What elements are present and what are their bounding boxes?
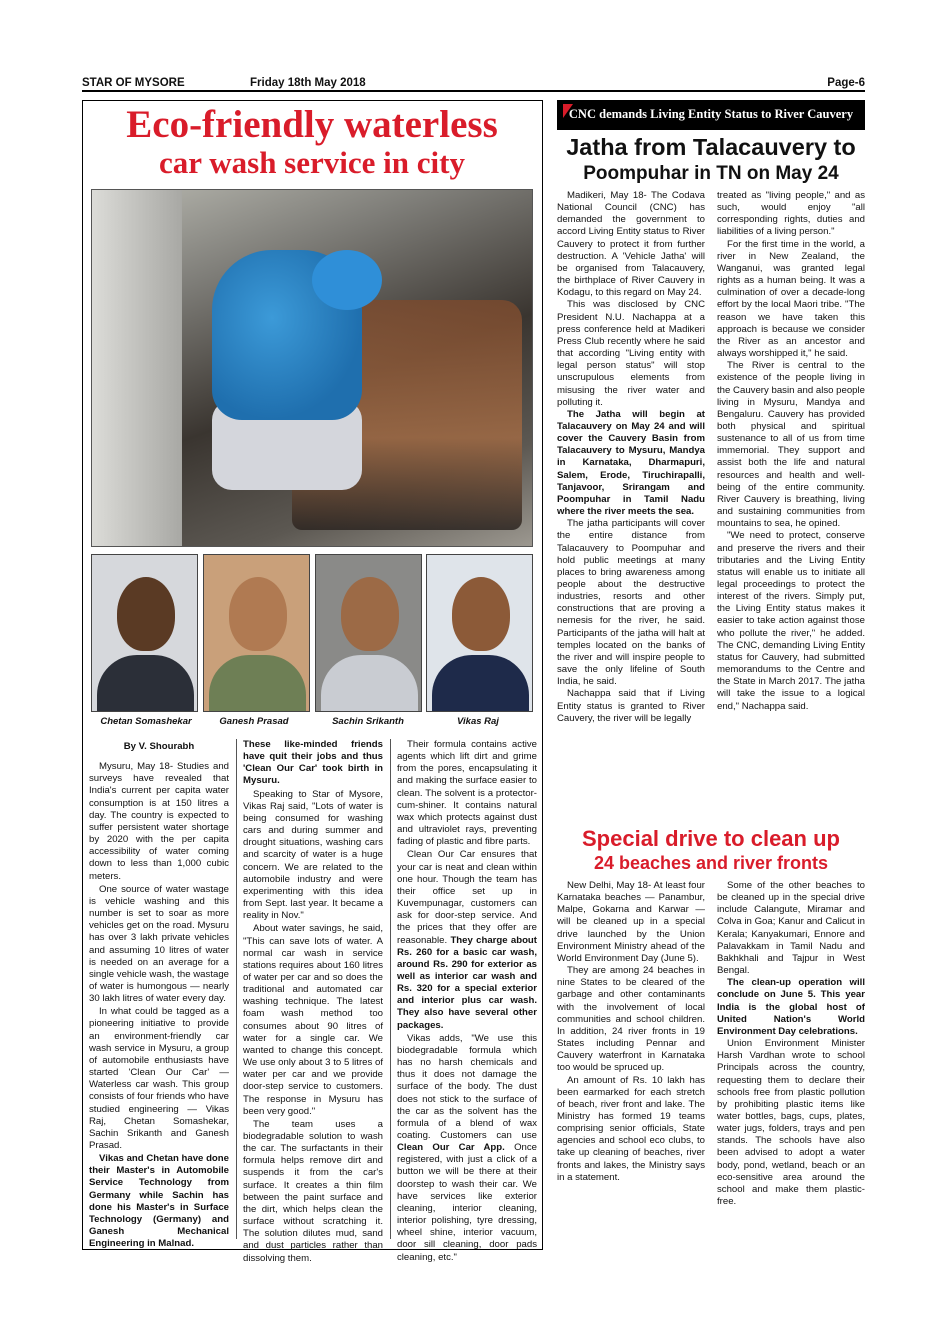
cleanup-headline-line1: Special drive to clean up	[582, 826, 840, 851]
issue-date: Friday 18th May 2018	[250, 77, 366, 89]
cleanup-headline-line2: 24 beaches and river fronts	[593, 853, 829, 873]
paragraph: The jatha participants will cover the entire distance from Talacauvery to Poompuhar and hold public meetings at many places to bring awareness among people about the destructive industries, resorts and other constructions that are proving a nemesis for the river, he said. Participants of the jatha will halt at temples located on the banks of the river and will inspire people to save the only lifeline of South India, he said.	[557, 518, 705, 688]
paragraph: In what could be tagged as a pioneering initiative to provide an environment-friendly car wash service in Mysuru, a group of automobile enthusiasts have started 'Clean Our Car' — Waterless car wash. This group consists of four friends who have studied engineering — Vikas Raj, Chetan Somashekar, Sachin Srikanth and Ganesh Prasad.	[89, 1006, 229, 1151]
byline: By V. Shourabh	[123, 741, 195, 752]
jatha-column-2	[717, 190, 865, 713]
paragraph: "We need to protect, conserve and preserve the rivers and their tributaries and the Living Entity status will enable us to initiate all legal proceedings to protect the interest of the rivers. Simply put, the Living Entity status makes it easier to take action against those who pollute the river," he added. The CNC, demanding Living Entity status for Cauvery, had submitted memorandums to the Centre and the State in March 2017. The jatha will take the issue to a logical end," Nachappa said.	[717, 530, 865, 712]
publication-name: STAR OF MYSORE	[82, 77, 185, 89]
portrait-vikas	[426, 554, 533, 712]
paragraph: This was disclosed by CNC President N.U. Nachappa at a press conference held at Madikeri Press Club recently where he said that according "Living entity with legal person status" will stop unscrupulous elements from misusing the river water and polluting it.	[557, 299, 705, 408]
paragraph: Their formula contains active agents which lift dirt and grime from the pores, encapsulating it and making the surface easier to clean. The solvent is a protector-cum-shiner. It contains natural wax which protects against dust and ultraviolet rays, preventing fading of plastic and fibre parts.	[397, 739, 537, 848]
car-wash-column-3	[397, 739, 537, 1265]
paragraph: One source of water wastage is vehicle washing and this number is set to soar as more vehicles get on the road. Mysuru has over 3 lakh private vehicles and assuming 10 litres of water is needed on an average for a single vehicle wash, the wastage of water is humongous — nearly 30 lakh litres of water every day.	[89, 883, 229, 1005]
paragraph: About water savings, he said, "This can save lots of water. A normal car wash in service stations requires about 160 litres of water per car and so does the traditional and automated car washing technique. The latest foam wash method too consumes about 90 litres of water for a single car. We wanted to change this concept. We use only about 3 to 5 litres of water per car and we provide door-step service to customers. The response in Mysuru has been very good."	[243, 923, 383, 1117]
paragraph: Mysuru, May 18- Studies and surveys have revealed that India's current per capita water consumption is at 150 litres a day. The country is expected to suffer persistent water shortage by 2020 with the per capita accessibility of water coming down to less than 1,000 cubic meters.	[89, 761, 229, 882]
cnc-tag: CNC demands Living Entity Status to River Cauvery	[568, 107, 854, 121]
paragraph: An amount of Rs. 10 lakh has been earmarked for each stretch of beach, river front and lake. The Ministry has formed 19 teams comprising senior officials, State agencies and school eco clubs, to take up cleaning of beaches, river fronts and lakes, the Ministry says in a statement.	[557, 1074, 705, 1183]
paragraph: Madikeri, May 18- The Codava National Council (CNC) has demanded the government to accord Living Entity status to River Cauvery to protect it from further destruction. A 'Vehicle Jatha' will be organised from Talacauvery, the birthplace of River Cauvery in Kodagu, to this regard on May 24.	[557, 190, 705, 299]
page-number: Page-6	[827, 77, 865, 89]
cleanup-column-2	[717, 880, 865, 1208]
jatha-column-1	[557, 190, 705, 725]
paragraph: Speaking to Star of Mysore, Vikas Raj said, "Lots of water is being consumed for washing cars and during summer and drought situations, washing cars and scarcity of water is a huge concern. We are related to the automobile industry and were experimenting with this idea from Sept. last year. It became a reality in Nov."	[243, 788, 383, 922]
jatha-headline-line2: Poompuhar in TN on May 24	[583, 163, 839, 184]
paragraph: Vikas adds, "We use this biodegradable formula which has no harsh chemicals and thus it does not damage the surface of the body. The dust does not stick to the surface of the car as the solvent has the formula of a blend of wax coating. Customers can use Clean Our Car App. Once registered, with just a click of a button we will be there at their doorstep to wash their car. We have services like exterior cleaning, interior cleaning, interior polishing, tyre dressing, wheel shine, interior vacuum, door sill cleaning, door pads cleaning, etc."	[397, 1032, 537, 1263]
car-wash-column-1	[89, 739, 229, 1251]
paragraph: Some of the other beaches to be cleaned up in the special drive include Calangute, Miramar and Colva in Goa; Kanur and Calicut in Kerala; Kanyakumari, Ennore and Palavakkam in Tamil Nadu and Bakhkhali and Tajpur in West Bengal.	[717, 880, 865, 977]
page-header	[82, 74, 865, 92]
paragraph-bold: The clean-up operation will conclude on June 5. This year India is the global host of United Nation's World Environment Day celebrations.	[717, 977, 865, 1037]
car-wash-headline	[83, 105, 541, 181]
caption-chetan: Chetan Somashekar	[100, 716, 192, 727]
article-car-wash	[82, 100, 543, 1264]
paragraph: treated as "living people," and as such, would enjoy "all corresponding rights, duties and liabilities of a living person."	[717, 190, 865, 238]
paragraph: The River is central to the existence of the people living in the Cauvery basin and also people living in Mysuru, Mandya and Bengaluru. Cauvery has provided both physical and spiritual sustenance to all of us from time immemorial. They support and assist both the life and natural resources and health and well-being of the entire community. River Cauvery is breathing, living and sustaining communities from mountains to sea, he opined.	[717, 360, 865, 530]
paragraph: Nachappa said that if Living Entity status is granted to River Cauvery, the river will be legally	[557, 688, 705, 724]
paragraph: New Delhi, May 18- At least four Karnataka beaches — Panambur, Malpe, Gokarna and Karwar — will be cleaned up in a special drive launched by the Union Environment Ministry ahead of the World Environment Day (June 5).	[557, 880, 705, 964]
portrait-ganesh	[203, 554, 310, 712]
caption-sachin: Sachin Srikanth	[332, 716, 404, 727]
paragraph: They are among 24 beaches in nine States to be cleared of the garbage and other contaminants with the involvement of local communities and school children. In addition, 24 river fronts in 19 States including Pennar and Cauvery waterfront in Karnataka too would be spruced up.	[557, 965, 705, 1074]
portrait-captions	[91, 715, 533, 731]
paragraph: Clean Our Car ensures that your car is neat and clean within one hour. Though the team has their office set up in Kuvempunagar, customers can ask for door-step service. And the prices that they offer are reasonable. They charge about Rs. 260 for a basic car wash, around Rs. 290 for exterior as well as interior car wash and Rs. 320 for a special exterior and interior plus car wash. They also have several other packages.	[397, 849, 537, 1031]
car-wash-headline-line1: Eco-friendly waterless	[126, 103, 498, 146]
paragraph-bold: These like-minded friends have quit their jobs and thus 'Clean Our Car' took birth in Mysuru.	[243, 739, 383, 787]
paragraph-bold: The Jatha will begin at Talacauvery on May 24 and will cover the Cauvery Basin from Talacauvery to Mysuru, Mandya in Karnataka, Dharmapuri, Salem, Erode, Tiruchirapalli, Tanjavoor, Srirangam and Poompuhar in Tamil Nadu where the river meets the sea.	[557, 408, 705, 518]
car-wash-column-2	[243, 739, 383, 1266]
car-wash-photo	[91, 189, 533, 547]
paragraph: The team uses a biodegradable solution to wash the car. The surfactants in their formula helps remove dirt and suspends it from the car's surface. It creates a thin film between the paint surface and the dirt, which helps clean the surface without scratching it. The solution dilutes mud, sand and dust particles rather than dissolving them.	[243, 1118, 383, 1264]
jatha-headline	[557, 132, 865, 186]
paragraph-bold: Vikas and Chetan have done their Master's in Automobile Service Technology from Germany while Sachin has done his Master's in Surface Technology (Germany) and Ganesh Mechanical Engineering in Malnad.	[89, 1153, 229, 1250]
portrait-sachin	[315, 554, 422, 712]
cleanup-headline	[557, 826, 865, 874]
cleanup-column-1	[557, 880, 705, 1184]
car-wash-headline-line2: car wash service in city	[159, 145, 465, 180]
paragraph: For the first time in the world, a river in New Zealand, the Wanganui, was granted legal rights as a human being. It was a culmination of over a decade-long effort by the local Maori tribe. "The reason we have taken this approach is because we consider the River as an ancestor and always worshipped it," he said.	[717, 238, 865, 360]
cnc-tag-bar	[557, 100, 865, 130]
caption-ganesh: Ganesh Prasad	[219, 716, 289, 727]
caption-vikas: Vikas Raj	[457, 716, 499, 727]
paragraph: Union Environment Minister Harsh Vardhan wrote to school Principals across the country, requesting them to declare their schools free from plastic pollution by prohibiting plastic items like water bottles, bags, cups, plates, water jugs, folders, trays and pen stands. The schools have also been advised to adopt a water body, pond, wetland, beach or an eco-sensitive area around the school and make them plastic-free.	[717, 1038, 865, 1208]
founders-portraits	[91, 554, 533, 714]
jatha-headline-line1: Jatha from Talacauvery to	[566, 134, 856, 160]
portrait-chetan	[91, 554, 198, 712]
car-wash-body	[89, 739, 539, 1264]
